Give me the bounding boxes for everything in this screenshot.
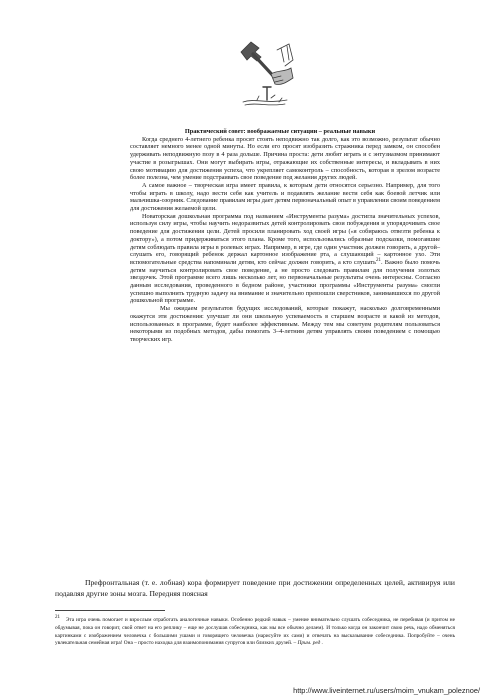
tip-title: Практический совет: воображаемые ситуации – реальные навыки [184,128,376,135]
tip-paragraph: Мы ожидаем результатов будущих исследований, которые покажут, насколько долговременными окажутся эти достижения: улучшат ли они школьную успеваемость в старшем возрасте и какой из методов, использованных в программе, будет наиболее эффективным. Между тем мы советуем родителям пользоваться некоторыми из подобных методов, дабы помогать 3–4-летним детям управлять своим поведением с помощью творческих игр. [130,305,440,343]
footnote-number: 21 [55,615,60,620]
footnote [55,614,455,648]
main-paragraph: Префронтальная (т. е. лобная) кора формирует поведение при достижении определенных целей, активируя или подавляя другие зоны мозга. Передняя поясная [55,578,455,598]
footnote-reference[interactable]: 21 [376,257,382,263]
footnote-signature: Прим. ред . [297,640,323,647]
footnote-divider [55,610,165,611]
tip-paragraph-text: . Важно было помочь детям научиться контролировать свое поведение, а не просто следовать правилам для получения золотых звездочек. Этой программе всего лишь несколько лет, но первоначальные результаты очень интересны. Согласно данным исследования, проведенного в бедном районе, участники программы «Инструменты разума» смогли успешно выполнить трудную задачу на внимание и значительно превзошли сверстников, занимавшихся по другой дошкольной программе. [130,258,440,305]
footnote-text: Эта игра очень помогает и взрослым отработать аналогичные навыки. Особенно редкий навык – умение внимательно слушать собеседника, не перебивая (и притом не обдумывая, пока он говорит, свой ответ на его реплику – еще не дослушав собеседника, как мы все обычно делаем). И только когда он закончит свою речь, надо обменяться картинками с изображением человечка с большими ушами и говорящего человечка (нарисуйте их сами) и отвечать на высказывание собеседника. Попробуйте – очень увлекательная семейная игра! Она – просто находка для взаимопонимания супругов или близких друзей. – [55,616,455,647]
tip-paragraph-text: Новаторская дошкольная программа под названием «Инструменты разума» достигла значительных успехов, используя силу игры, чтобы научить недоразвитых детей контролировать свои побуждения и упорядочивать свое поведение для достижения цели. Детей просили планировать ход своей игры («я собираюсь отвезти ребенка к доктору»), а потом придерживаться этого плана. Кроме того, использовались образные подсказки, помогавшие детям соблюдать правила игры в ролевых играх. Например, в игре, где один участник должен говорить, а другой– слушать его, говорящий ребенок держал картонное изображение рта, а слушающий – картонное ухо. Эти вспомогательные средства напоминали детям, кто сейчас должен говорить, а кто слушать [130,212,440,266]
tip-paragraph: А самое важное – творческая игра имеет правила, к которым дети относятся серьезно. Например, для того чтобы играть в школу, надо вести себя как учитель и подавлять желание вести себя как боевой летчик или мальчишка-озорник. Следование правилам игры дает детям первоначальный опыт в управлении своим поведением для достижения желаемой цели. [130,181,440,213]
tip-paragraph: Когда среднего 4-летнего ребенка просят стоять неподвижно так долго, как это возможно, результат обычно составляет немного менее одной минуты. Но если его просят изобразить стражника перед замком, он способен удерживать неподвижную позу в 4 раза дольше. Причина проста: дети любят играть и с энтузиазмом принимают участие в розыгрышах. Они могут выбирать игры, отражающие их собственные интересы, и вкладывать в них свою мотивацию для достижения успеха, что укрепляет самоконтроль – способность, которая в зрелом возрасте более полезна, чем умение подстраивать свое поведение под желания других людей. [130,135,440,182]
main-text [55,578,455,599]
source-url[interactable]: http://www.liveinternet.ru/users/moim_vnukam_poleznoe/ [293,686,480,695]
tip-paragraph [130,213,440,305]
practical-tip-box [130,128,440,344]
hammer-and-nail-icon [237,40,295,108]
